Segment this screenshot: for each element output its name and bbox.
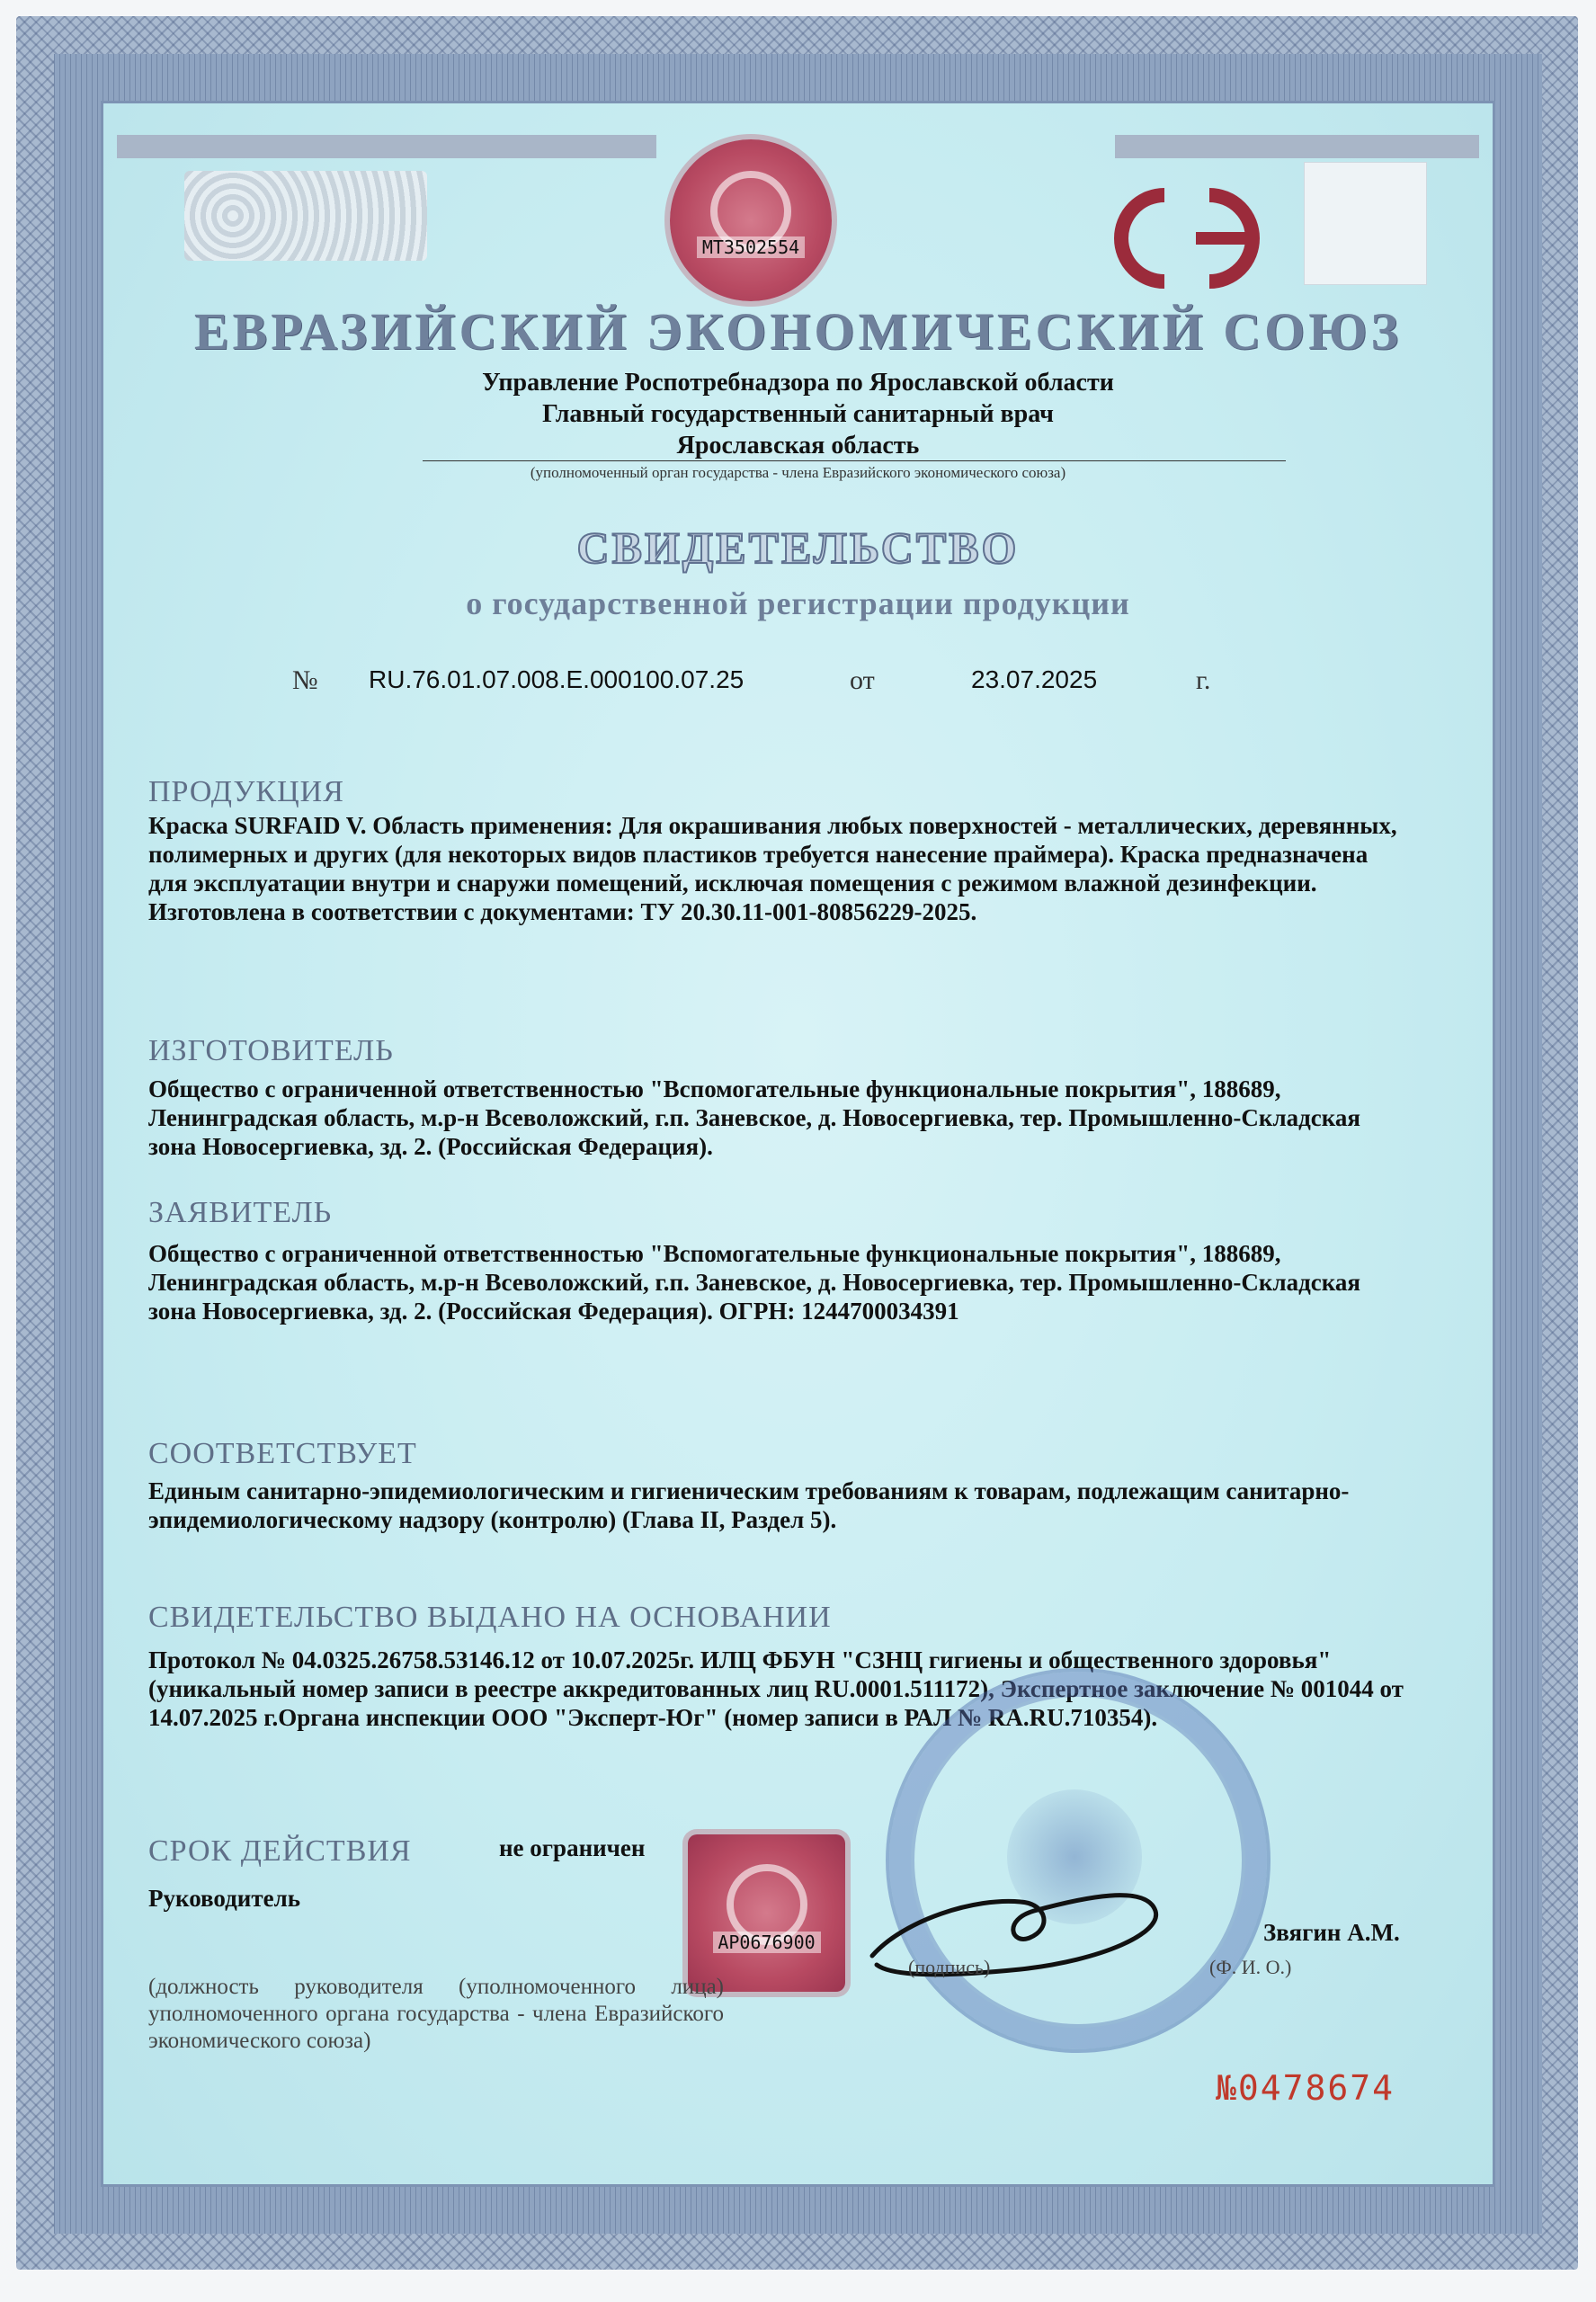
year-suffix: г.	[1196, 665, 1211, 695]
authority-caption: (уполномоченный орган государства - члена Евразийского экономического союза)	[530, 464, 1066, 481]
header-band-right	[1115, 135, 1479, 158]
registration-number: RU.76.01.07.008.Е.000100.07.25	[369, 665, 745, 693]
applicant-text: Общество с ограниченной ответственностью "Вспомогательные функциональные покрытия", 188689, Ленинградская область, м.р-н Всеволожский, г.п. Заневское, д. Новосергиевка, тер. Промышленно-Складская зона Новосергиевка, зд. 2. (Российская Федерация). ОГРН: 1244700034391	[148, 1240, 1361, 1325]
basis-heading: СВИДЕТЕЛЬСТВО ВЫДАНО НА ОСНОВАНИИ	[148, 1601, 832, 1634]
union-title: ЕВРАЗИЙСКИЙ ЭКОНОМИЧЕСКИЙ СОЮЗ	[193, 302, 1403, 361]
validity-value: не ограничен	[499, 1834, 646, 1861]
form-serial-number: №0478674	[1216, 2068, 1395, 2108]
date-from-label: от	[850, 665, 875, 695]
hologram-seal-top	[670, 139, 832, 301]
hologram-strip	[184, 171, 427, 261]
fio-label: (Ф. И. О.)	[1209, 1956, 1292, 1978]
number-sign: №	[292, 665, 318, 695]
ce-conformity-mark-icon	[1110, 184, 1268, 292]
product-text: Краска SURFAID V. Область применения: Для окрашивания любых поверхностей - металлических, деревянных, полимерных и других (для некоторых видов пластиков требуется нанесение праймера). Краска предназначена для эксплуатации внутри и снаружи помещений, исключая помещения с режимом влажной дезинфекции. Изготовлена в соответствии с документами: ТУ 20.30.11-001-80856229-2025.	[148, 812, 1397, 925]
authority-line-3: Ярославская область	[676, 432, 920, 460]
signature-label: (подпись)	[908, 1956, 991, 1978]
blank-corner-box	[1304, 162, 1427, 285]
product-heading: ПРОДУКЦИЯ	[148, 775, 344, 808]
seal-code-bottom: АР0676900	[713, 1932, 821, 1953]
authority-line-1: Управление Роспотребнадзора по Ярославской области	[482, 369, 1114, 397]
header-band-left	[117, 135, 656, 158]
signer-role: Руководитель	[148, 1885, 301, 1912]
conforms-text: Единым санитарно-эпидемиологическим и гигиеническим требованиям к товарам, подлежащим санитарно-эпидемиологическому надзору (контролю) (Глава II, Раздел 5).	[148, 1477, 1350, 1533]
certificate-title: СВИДЕТЕЛЬСТВО	[576, 522, 1020, 573]
conforms-heading: СООТВЕТСТВУЕТ	[148, 1437, 417, 1470]
registration-date: 23.07.2025	[971, 665, 1098, 693]
signer-name: Звягин А.М.	[1263, 1919, 1400, 1946]
authority-line-2: Главный государственный санитарный врач	[542, 400, 1054, 428]
basis-text: Протокол № 04.0325.26758.53146.12 от 10.07.2025г. ИЛЦ ФБУН "СЗНЦ гигиены и общественного здоровья" (уникальный номер записи в реестре аккредитованных лиц RU.0001.511172), Экспертное заключение № 001044 от 14.07.2025 г.Органа инспекции ООО "Эксперт-Юг" (номер записи в РАЛ № RA.RU.710354).	[148, 1646, 1404, 1731]
manufacturer-text: Общество с ограниченной ответственностью "Вспомогательные функциональные покрытия", 188689, Ленинградская область, м.р-н Всеволожский, г.п. Заневское, д. Новосергиевка, тер. Промышленно-Складская зона Новосергиевка, зд. 2. (Российская Федерация).	[148, 1075, 1361, 1160]
manufacturer-heading: ИЗГОТОВИТЕЛЬ	[148, 1034, 394, 1067]
applicant-heading: ЗАЯВИТЕЛЬ	[148, 1196, 333, 1229]
hologram-seal-bottom	[688, 1834, 845, 1992]
validity-heading: СРОК ДЕЙСТВИЯ	[148, 1834, 412, 1868]
position-note: (должность руководителя (уполномоченного лица) уполномоченного органа государства - члена Евразийского экономического союза)	[148, 1975, 724, 2053]
authority-underline	[423, 460, 1286, 461]
certificate-subtitle: о государственной регистрации продукции	[466, 585, 1130, 621]
seal-code-top: MT3502554	[697, 236, 805, 258]
